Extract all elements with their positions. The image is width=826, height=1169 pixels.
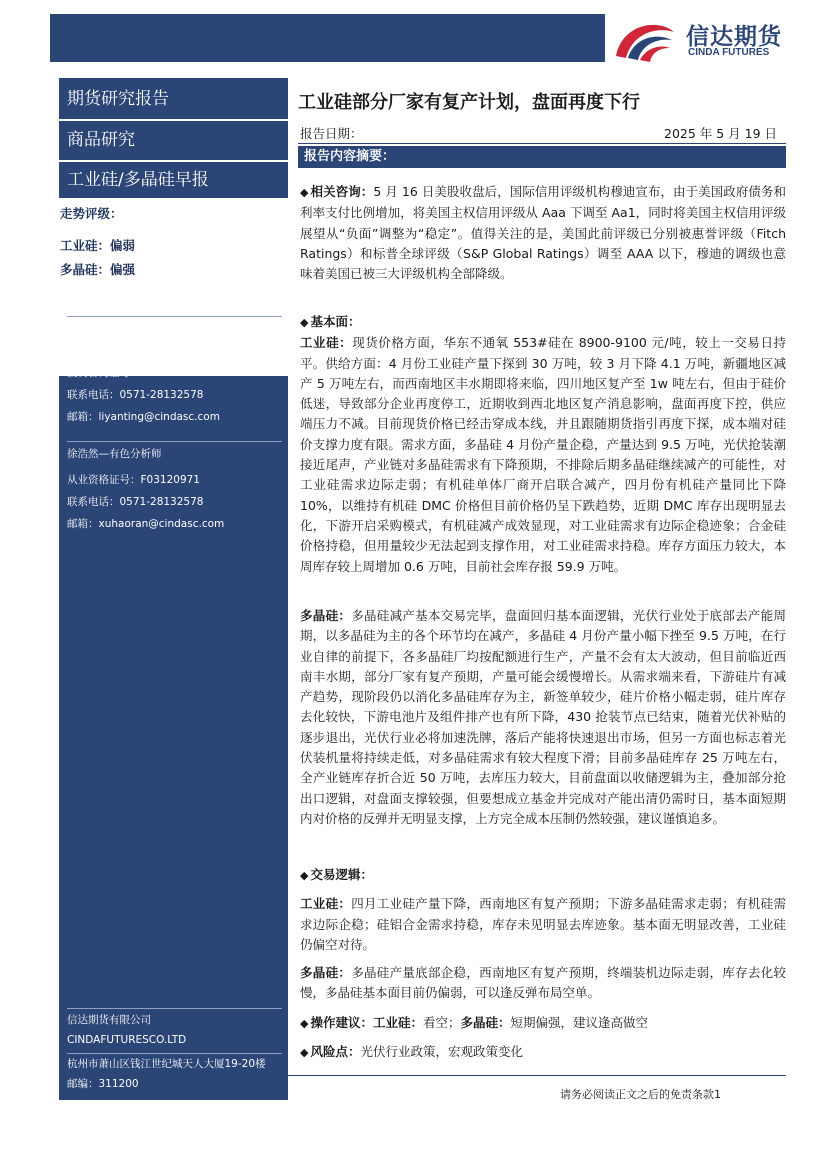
company-postcode: 邮编：311200: [67, 1078, 139, 1090]
logo-text-cn: 信达期货: [686, 24, 782, 50]
risk-paragraph: [300, 1042, 786, 1063]
analyst-1-phone: 联系电话：0571-28132578: [67, 389, 204, 401]
footer-divider: [59, 1075, 786, 1076]
header-bar: [50, 14, 605, 62]
logic-si-paragraph: [300, 894, 786, 955]
report-date-label: 报告日期：: [300, 126, 363, 141]
company-divider: [67, 1008, 282, 1009]
diamond-bullet-icon: ◆: [300, 186, 309, 199]
logo-text-en: CINDA FUTURES: [688, 47, 770, 58]
analyst-2-phone: 联系电话：0571-28132578: [67, 496, 204, 508]
sidebar-divider: [59, 119, 288, 121]
advice-label: 操作建议：: [310, 1015, 373, 1030]
logic-si-label: 工业硅：: [300, 896, 352, 912]
product-label: 工业硅/多晶硅早报: [67, 170, 209, 190]
analyst-1-consult: 投资咨询证号：Z0020513: [67, 367, 195, 379]
rating-title: 走势评级：: [60, 206, 123, 221]
sidebar: [59, 78, 288, 1100]
fundamental-poly-label: 多晶硅：: [300, 608, 352, 623]
fundamental-si-paragraph: [300, 333, 786, 577]
fundamental-label: 基本面：: [310, 314, 361, 329]
logo-mark-icon: [612, 16, 678, 62]
diamond-bullet-icon: ◆: [300, 1046, 309, 1059]
risk-text: 光伏行业政策，宏观政策变化: [360, 1044, 523, 1059]
footer-disclaimer: 请务必阅读正文之后的免责条款1: [560, 1088, 721, 1101]
advice-poly-text: 短期偏强，建议逢高做空: [510, 1015, 649, 1030]
fundamental-si-label: 工业硅：: [300, 335, 353, 351]
fundamental-heading: [300, 312, 786, 333]
section-consult: [300, 182, 786, 284]
diamond-bullet-icon: ◆: [300, 869, 309, 882]
advice-paragraph: [300, 1013, 786, 1034]
report-date-value: 2025 年 5 月 19 日: [664, 126, 778, 141]
category-label: 商品研究: [67, 130, 135, 150]
diamond-bullet-icon: ◆: [300, 1017, 309, 1030]
company-address: 杭州市萧山区钱江世纪城天人大厦19-20楼: [67, 1058, 266, 1070]
consult-text: 5 月 16 日美股收盘后，国际信用评级机构穆迪宣布，由于美国政府债务和利率支付比例增加，将美国主权信用评级从 Aaa 下调至 Aa1，同时将美国主权信用评级展望从“负面”调整为“稳定”。值得关注的是，美国此前评级已分别被惠誉评级（Fitch Ratings）和标普全球评级（S&P Global Ratings）调至 AAA 以下，穆迪的调级也意味着美国已被三大评级机构全部降级。: [300, 184, 786, 282]
logic-label: 交易逻辑：: [310, 867, 373, 882]
analyst-divider: [67, 316, 282, 317]
date-divider: [298, 143, 786, 144]
cinda-logo: [612, 14, 812, 64]
report-title: 工业硅部分厂家有复产计划，盘面再度下行: [298, 92, 640, 113]
logic-heading: [300, 865, 786, 886]
analyst-1-email[interactable]: 邮箱：liyanting@cindasc.com: [67, 411, 220, 423]
logic-poly-paragraph: [300, 963, 786, 1004]
section-fundamental-poly: [300, 606, 786, 829]
logic-poly-text: 多晶硅产量底部企稳，西南地区有复产预期，终端装机边际走弱，库存去化较慢，多晶硅基本面目前仍偏弱，可以逢反弹布局空单。: [300, 965, 786, 1001]
summary-header: 报告内容摘要：: [298, 146, 786, 168]
company-name: 信达期货有限公司: [67, 1014, 151, 1026]
analyst-1-name: 李艳婷—有色分析师: [67, 323, 162, 335]
report-type-label: 期货研究报告: [67, 89, 169, 109]
section-logic: [300, 865, 786, 1004]
logic-si-text: 四月工业硅产量下降，西南地区有复产预期；下游多晶硅需求走弱；有机硅需求边际企稳；硅铝合金需求持稳，库存未见明显去库迹象。基本面无明显改善，工业硅仍偏空对待。: [300, 896, 786, 952]
fundamental-poly-paragraph: [300, 606, 786, 829]
section-fundamental: [300, 312, 786, 577]
advice-si-text: 看空；: [423, 1015, 461, 1030]
analyst-2-email[interactable]: 邮箱：xuhaoran@cindasc.com: [67, 518, 225, 530]
company-website: CINDAFUTURESCO.LTD: [67, 1034, 187, 1046]
fundamental-poly-text: 多晶硅减产基本交易完毕，盘面回归基本面逻辑，光伏行业处于底部去产能周期，以多晶硅为主的各个环节均在减产，多晶硅 4 月份产量小幅下挫至 9.5 万吨，在行业自律的前提下，各多晶硅厂均按配额进行生产，产量不会有太大波动，但目前临近西南丰水期，部分厂家有复产预期，产量可能会缓慢增长。从需求端来看，下游硅片有减产趋势，现阶段仍以消化多晶硅库存为主，新签单较少，硅片价格小幅走弱，硅片库存去化较快，下游电池片及组件排产也有所下降，430 抢装节点已结束，随着光伏补贴的逐步退出，光伏行业必将加速洗牌，落后产能将快速退出市场，但另一方面也标志着光伏装机量将持续走低，对多晶硅需求有较大程度下滑；目前多晶硅库存 25 万吨左右，全产业链库存折合近 50 万吨，去库压力较大，目前盘面以收储逻辑为主，叠加部分抢出口逻辑，对盘面支撑较强，但要想成立基金并完成对产能出清仍需时日，基本面短期内对价格的反弹并无明显支撑，上方完全成本压制仍然较强，建议谨慎追多。: [300, 608, 786, 826]
consult-paragraph: [300, 182, 786, 284]
diamond-bullet-icon: ◆: [300, 316, 309, 329]
analyst-2-name: 徐浩然—有色分析师: [67, 448, 162, 460]
section-advice: [300, 1013, 786, 1034]
section-risk: [300, 1042, 786, 1063]
rating-si: 工业硅：偏弱: [60, 238, 136, 253]
logic-poly-label: 多晶硅：: [300, 965, 352, 981]
sidebar-divider: [59, 160, 288, 162]
advice-poly-label: 多晶硅：: [460, 1015, 511, 1030]
company-divider: [67, 1053, 282, 1054]
analyst-divider: [67, 441, 282, 442]
advice-si-label: 工业硅：: [372, 1015, 423, 1030]
consult-label: 相关咨询：: [310, 184, 374, 199]
analyst-2-license: 从业资格证号：F03120971: [67, 474, 200, 486]
rating-poly: 多晶硅：偏强: [60, 262, 136, 277]
risk-label: 风险点：: [310, 1044, 361, 1059]
fundamental-si-text: 现货价格方面，华东不通氧 553#硅在 8900-9100 元/吨，较上一交易日持平。供给方面：4 月份工业硅产量下探到 30 万吨，较 3 月下降 4.1 万吨，新疆地区减产 5 万吨左右，而西南地区丰水期即将来临，四川地区复产至 1w 吨左右，但由于硅价低迷，导致部分企业再度停工，近期收到西北地区复产消息影响，盘面再度下控，供应端压力不减。目前现货价格已经击穿成本线，并且跟随期货指引再度下探，成本端对硅价支撑力度有限。需求方面，多晶硅 4 月份产量企稳，产量达到 9.5 万吨，光伏抢装潮接近尾声，产业链对多晶硅需求有下降预期，不排除后期多晶硅继续减产的可能性，对工业硅需求边际走弱；有机硅单体厂商开启联合减产，四月份有机硅产量同比下降 10%，以维持有机硅 DMC 价格但目前价格仍呈下跌趋势，近期 DMC 库存出现明显去化，下游开启采购模式，有机硅减产成效显现，对工业硅需求有边际企稳迹象；合金硅价格持稳，但用量较少无法起到支撑作用，对工业硅需求持稳。库存方面压力较大，本周库存较上周增加 0.6 万吨，目前社会库存报 59.9 万吨。: [300, 335, 786, 574]
analyst-1-license: 从业资格证号：F03091846: [67, 345, 200, 357]
